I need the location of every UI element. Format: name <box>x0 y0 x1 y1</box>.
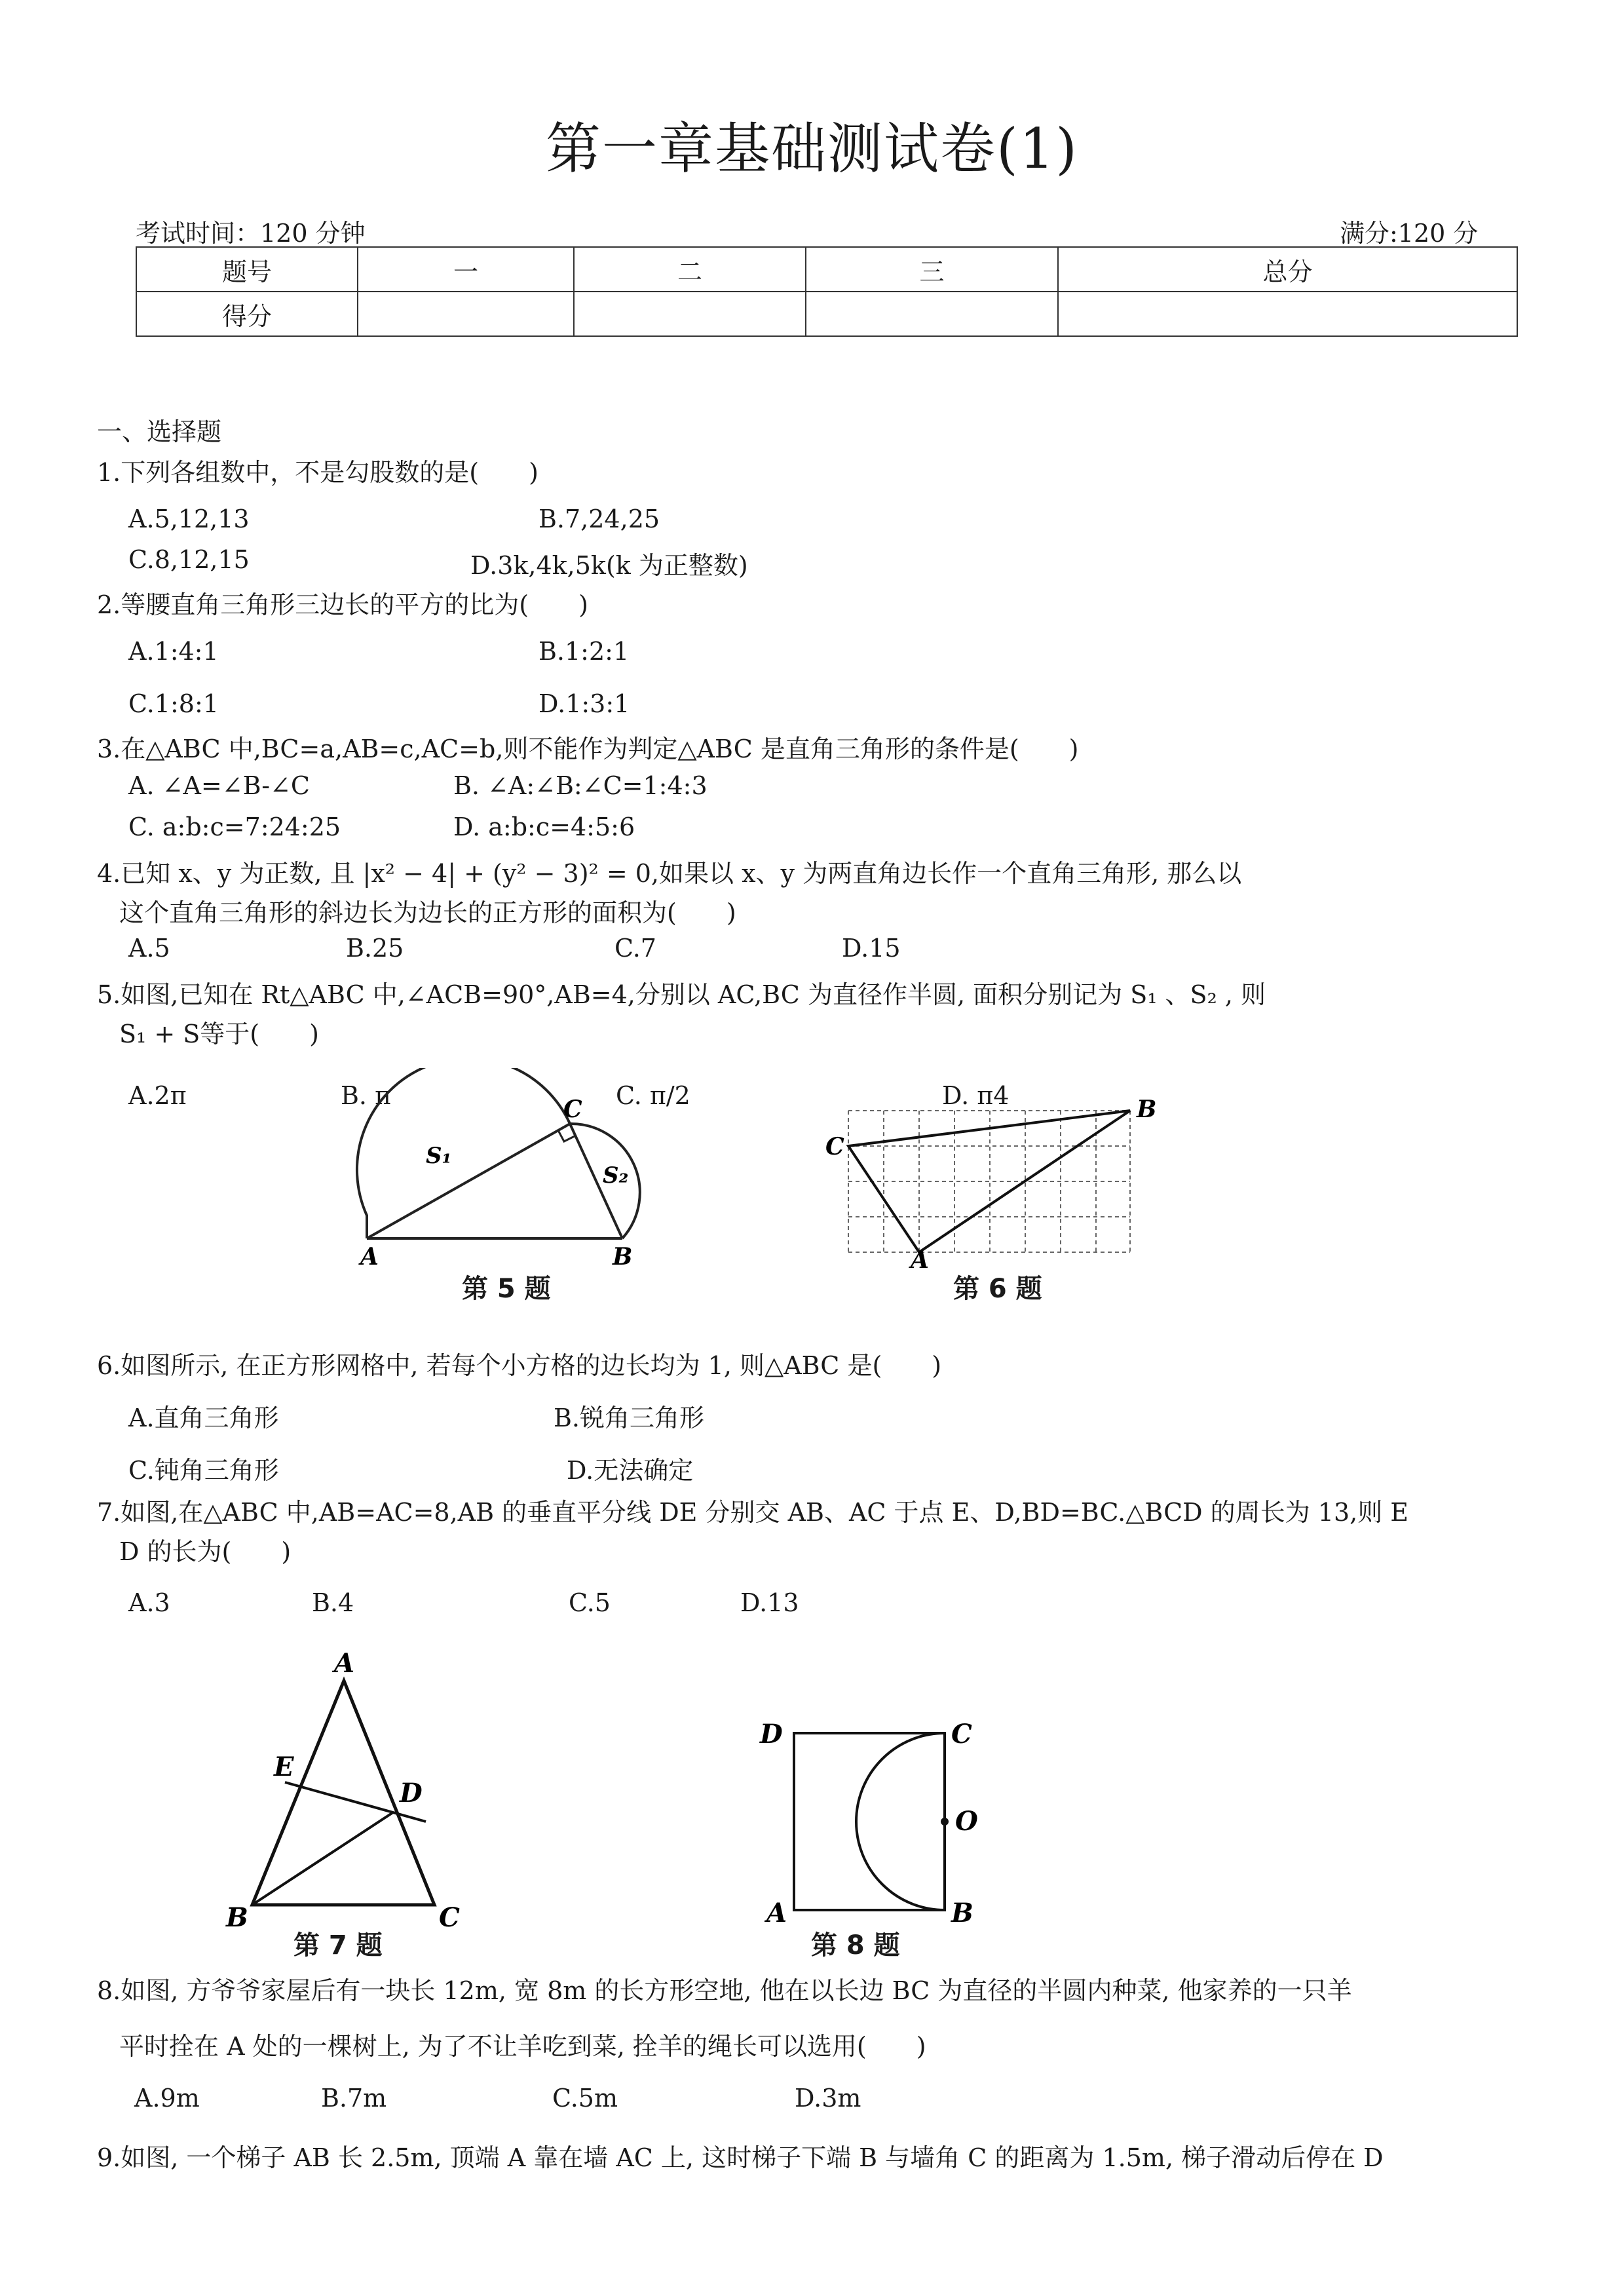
fig7-label-c: C <box>439 1902 460 1933</box>
score-row-label: 得分 <box>136 292 358 336</box>
question-5-stem-line1: 5.如图,已知在 Rt△ABC 中,∠ACB=90°,AB=4,分别以 AC,BC 为直径作半圆, 面积分别记为 S₁ 、S₂ , 则 <box>97 980 1266 1009</box>
figure-7-caption: 第 7 题 <box>293 1930 383 1961</box>
q4-option-a: A.5 <box>128 934 170 963</box>
q7-option-c: C.5 <box>569 1588 611 1617</box>
q7-option-a: A.3 <box>128 1588 170 1617</box>
score-header-cell: 一 <box>358 247 574 292</box>
figure-8-caption: 第 8 题 <box>811 1930 900 1961</box>
q4-option-b: B.25 <box>346 934 404 963</box>
section-heading: 一、选择题 <box>97 417 222 446</box>
q6-option-a: A.直角三角形 <box>128 1404 279 1432</box>
q1-option-a: A.5,12,13 <box>128 505 250 533</box>
question-8-stem-line1: 8.如图, 方爷爷家屋后有一块长 12m, 宽 8m 的长方形空地, 他在以长边 BC 为直径的半圆内种菜, 他家养的一只羊 <box>97 1976 1352 2005</box>
fig5-label-s1: S₁ <box>426 1143 452 1169</box>
q7-option-b: B.4 <box>312 1588 354 1617</box>
q7-option-d: D.13 <box>740 1588 799 1617</box>
figure-8 <box>753 1710 1015 1926</box>
fig5-label-a: A <box>360 1243 379 1271</box>
figure-5 <box>347 1068 688 1284</box>
q3-option-c: C. a:b:c=7:24:25 <box>128 813 341 841</box>
fig7-label-a: A <box>334 1648 355 1679</box>
score-header-cell: 二 <box>574 247 806 292</box>
question-3-stem: 3.在△ABC 中,BC=a,AB=c,AC=b,则不能作为判定△ABC 是直角三角形的条件是( ) <box>97 735 1079 763</box>
figure-6-caption: 第 6 题 <box>953 1274 1042 1304</box>
q6-option-c: C.钝角三角形 <box>128 1456 279 1485</box>
figure-6 <box>819 1088 1173 1268</box>
page-title: 第一章基础测试卷(1) <box>546 117 1078 181</box>
q5-option-d: D. π4 <box>942 1081 1010 1110</box>
q4-option-c: C.7 <box>614 934 656 963</box>
q8-option-a: A.9m <box>134 2084 200 2113</box>
q3-option-d: D. a:b:c=4:5:6 <box>453 813 635 841</box>
score-header-cell: 三 <box>806 247 1058 292</box>
q1-option-d: D.3k,4k,5k(k 为正整数) <box>470 551 748 580</box>
question-8-stem-line2: 平时拴在 A 处的一棵树上, 为了不让羊吃到菜, 拴羊的绳长可以选用( ) <box>119 2032 926 2061</box>
fig7-label-e: E <box>274 1751 294 1782</box>
score-cell[interactable] <box>574 292 806 336</box>
question-1-stem: 1.下列各组数中，不是勾股数的是( ) <box>97 458 538 487</box>
fig8-label-o: O <box>955 1806 978 1837</box>
fig8-label-d: D <box>760 1719 783 1750</box>
question-4-stem-line1: 4.已知 x、y 为正数, 且 |x² − 4| + (y² − 3)² = 0,如果以 x、y 为两直角边长作一个直角三角形, 那么以 <box>97 859 1242 888</box>
q5-option-a: A.2π <box>128 1081 187 1110</box>
score-header-cell: 题号 <box>136 247 358 292</box>
question-4-stem-line2: 这个直角三角形的斜边长为边长的正方形的面积为( ) <box>119 898 736 927</box>
fig8-semicircle <box>856 1733 945 1910</box>
fig6-label-c: C <box>825 1133 844 1160</box>
q1-option-c: C.8,12,15 <box>128 545 250 574</box>
score-table-score-row <box>136 292 1517 336</box>
q2-option-a: A.1:4:1 <box>128 637 219 666</box>
exam-time: 考试时间：120 分钟 <box>136 219 366 248</box>
q4-option-d: D.15 <box>842 934 901 963</box>
fig5-label-s2: S₂ <box>603 1162 629 1189</box>
q6-option-d: D.无法确定 <box>567 1456 694 1485</box>
q8-option-c: C.5m <box>552 2084 618 2113</box>
score-cell[interactable] <box>358 292 574 336</box>
fig5-large-semicircle <box>357 1068 570 1238</box>
fig7-label-d: D <box>400 1778 423 1808</box>
question-6-stem: 6.如图所示, 在正方形网格中, 若每个小方格的边长均为 1, 则△ABC 是( ) <box>97 1351 942 1380</box>
fig8-label-b: B <box>951 1898 973 1926</box>
question-9-stem: 9.如图, 一个梯子 AB 长 2.5m, 顶端 A 靠在墙 AC 上, 这时梯子下端 B 与墙角 C 的距离为 1.5m, 梯子滑动后停在 D <box>97 2143 1384 2172</box>
fig5-label-c: C <box>563 1096 582 1123</box>
fig8-label-a: A <box>766 1898 787 1926</box>
q3-option-a: A. ∠A=∠B-∠C <box>128 771 310 800</box>
fig8-rectangle <box>794 1733 945 1910</box>
fig6-label-b: B <box>1137 1096 1157 1123</box>
q1-option-b: B.7,24,25 <box>538 505 660 533</box>
question-5-stem-line2: S₁ + S等于( ) <box>119 1020 319 1048</box>
question-7-stem-line2: D 的长为( ) <box>119 1537 292 1566</box>
q2-option-b: B.1:2:1 <box>538 637 630 666</box>
q5-option-b: B. π <box>341 1081 392 1110</box>
fig6-label-a: A <box>911 1246 929 1268</box>
q8-option-b: B.7m <box>321 2084 387 2113</box>
q6-option-b: B.锐角三角形 <box>554 1404 705 1432</box>
fig5-label-b: B <box>613 1243 633 1271</box>
fig8-label-c: C <box>951 1719 972 1750</box>
figure-5-caption: 第 5 题 <box>462 1274 551 1304</box>
score-cell[interactable] <box>1058 292 1517 336</box>
q2-option-c: C.1:8:1 <box>128 689 219 718</box>
full-score: 满分:120 分 <box>1340 219 1479 248</box>
question-2-stem: 2.等腰直角三角形三边长的平方的比为( ) <box>97 590 588 619</box>
score-table <box>136 246 1518 337</box>
score-header-cell: 总分 <box>1058 247 1517 292</box>
score-cell[interactable] <box>806 292 1058 336</box>
figure-7 <box>216 1645 478 1933</box>
q5-option-c: C. π/2 <box>616 1081 690 1110</box>
question-7-stem-line1: 7.如图,在△ABC 中,AB=AC=8,AB 的垂直平分线 DE 分别交 AB、AC 于点 E、D,BD=BC.△BCD 的周长为 13,则 E <box>97 1498 1409 1527</box>
q3-option-b: B. ∠A:∠B:∠C=1:4:3 <box>453 771 708 800</box>
q8-option-d: D.3m <box>795 2084 861 2113</box>
q2-option-d: D.1:3:1 <box>538 689 630 718</box>
fig7-label-b: B <box>226 1902 248 1933</box>
score-table-header-row <box>136 247 1517 292</box>
